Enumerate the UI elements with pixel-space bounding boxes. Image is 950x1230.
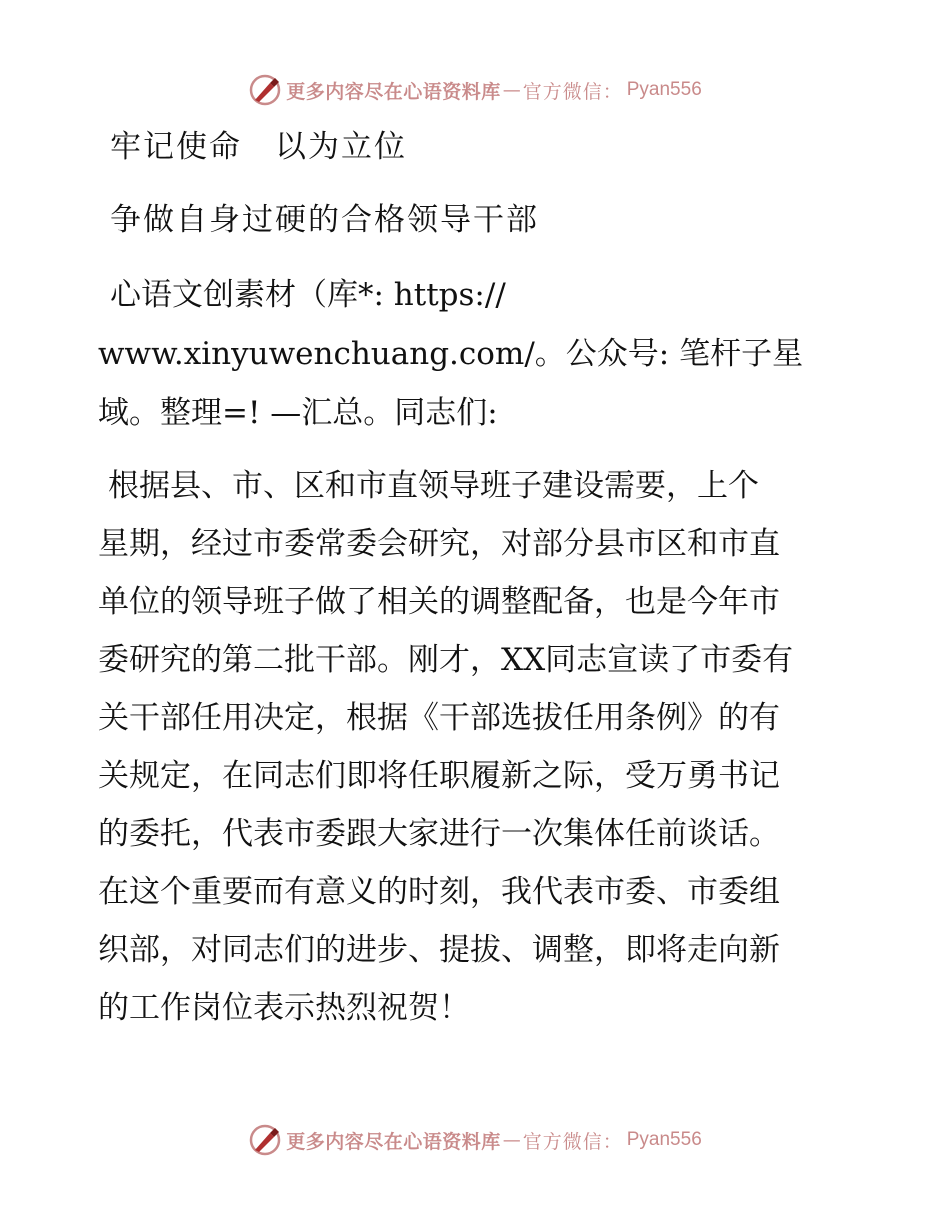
body-line: 关规定，在同志们即将任职履新之际，受万勇书记 bbox=[98, 758, 780, 794]
body-line: 织部，对同志们的进步、提拔、调整，即将走向新 bbox=[98, 932, 780, 968]
body-line: 单位的领导班子做了相关的调整配备，也是今年市 bbox=[98, 584, 780, 620]
body-line: 根据县、市、区和市直领导班子建设需要，上个 bbox=[108, 468, 759, 504]
body-line: 委研究的第二批干部。刚才，XX同志宣读了市委有 bbox=[98, 642, 794, 678]
title-line-2: 争做自身过硬的合格领导干部 bbox=[110, 202, 539, 238]
source-line-2: www.xinyuwenchuang.com/。公众号: 笔杆子星 bbox=[98, 336, 804, 372]
source-line-1: 心语文创素材（库*: https:// bbox=[110, 277, 506, 313]
banner-dash: — bbox=[502, 79, 521, 101]
body-line: 在这个重要而有意义的时刻，我代表市委、市委组 bbox=[98, 874, 780, 910]
footer-banner bbox=[0, 1120, 950, 1160]
body-line: 的工作岗位表示热烈祝贺！ bbox=[98, 990, 470, 1026]
banner-wechat-id: Pyan556 bbox=[626, 79, 702, 100]
source-line-3: 域。整理=! —汇总。同志们: bbox=[98, 395, 498, 431]
banner-wechat-label: 官方微信： bbox=[522, 1130, 623, 1153]
banner-wechat-id: Pyan556 bbox=[626, 1129, 702, 1150]
banner-slogan: 更多内容尽在心语资料库 bbox=[286, 80, 501, 103]
body-line: 的委托，代表市委跟大家进行一次集体任前谈话。 bbox=[98, 816, 780, 852]
banner-dash: — bbox=[502, 1129, 521, 1151]
body-line: 关干部任用决定，根据《干部选拔任用条例》的有 bbox=[98, 700, 780, 736]
pen-logo-icon bbox=[248, 73, 282, 107]
header-banner bbox=[0, 70, 950, 110]
title-line-1: 牢记使命 以为立位 bbox=[110, 129, 407, 165]
banner-slogan: 更多内容尽在心语资料库 bbox=[286, 1130, 501, 1153]
body-line: 星期，经过市委常委会研究，对部分县市区和市直 bbox=[98, 526, 780, 562]
banner-wechat-label: 官方微信： bbox=[522, 80, 623, 103]
pen-logo-icon bbox=[248, 1123, 282, 1157]
